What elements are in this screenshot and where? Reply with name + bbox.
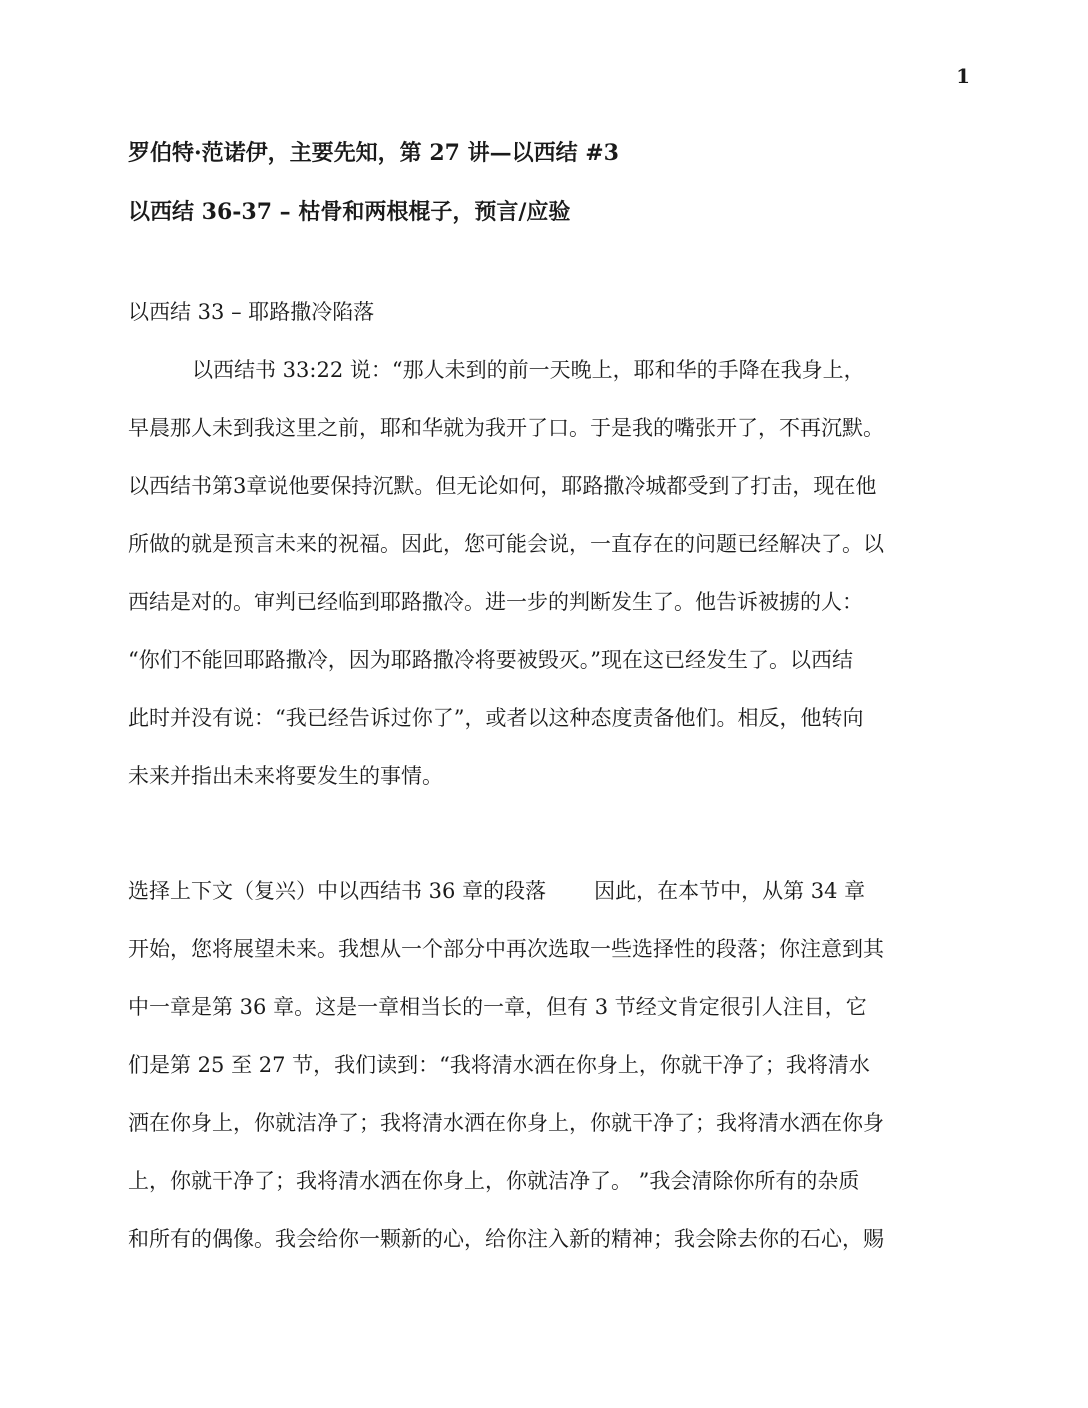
paragraph-line: 中一章是第 36 章。这是一章相当长的一章，但有 3 节经文肯定很引人注目，它 [128, 995, 867, 1019]
paragraph-line: 未来并指出未来将要发生的事情。 [128, 764, 443, 788]
paragraph-line: 开始，您将展望未来。我想从一个部分中再次选取一些选择性的段落；你注意到其 [128, 937, 884, 961]
paragraph-line: 所做的就是预言未来的祝福。因此，您可能会说，一直存在的问题已经解决了。以 [128, 532, 884, 556]
paragraph-line: 和所有的偶像。我会给你一颗新的心，给你注入新的精神；我会除去你的石心，赐 [128, 1227, 884, 1251]
paragraph-line: 们是第 25 至 27 节，我们读到：“我将清水洒在你身上，你就干净了；我将清水 [128, 1053, 870, 1077]
document-title: 罗伯特·范诺伊，主要先知，第 27 讲—以西结 #3 [128, 140, 619, 166]
paragraph-line: “你们不能回耶路撒冷，因为耶路撒冷将要被毁灭。”现在这已经发生了。以西结 [128, 648, 853, 672]
paragraph-line: 洒在你身上，你就洁净了；我将清水洒在你身上，你就干净了；我将清水洒在你身 [128, 1111, 884, 1135]
paragraph-line-start: 因此，在本节中，从第 34 章 [594, 879, 866, 903]
paragraph-line: 西结是对的。审判已经临到耶路撒冷。进一步的判断发生了。他告诉被掳的人： [128, 590, 863, 614]
paragraph-line: 早晨那人未到我这里之前，耶和华就为我开了口。于是我的嘴张开了，不再沉默。 [128, 416, 884, 440]
paragraph-line: 此时并没有说：“我已经告诉过你了”，或者以这种态度责备他们。相反，他转向 [128, 706, 864, 730]
section-2-paragraph [128, 862, 968, 1268]
page-number: 1 [956, 64, 970, 88]
section-heading-ezekiel-36: 选择上下文（复兴）中以西结书 36 章的段落 [128, 879, 547, 903]
paragraph-line: 上，你就干净了；我将清水洒在你身上，你就洁净了。 ”我会清除你所有的杂质 [128, 1169, 860, 1193]
section-heading-ezekiel-33: 以西结 33 – 耶路撒冷陷落 [128, 300, 375, 324]
section-1-paragraph [128, 341, 968, 805]
paragraph-line: 以西结书 33:22 说：“那人未到的前一天晚上，耶和华的手降在我身上， [192, 358, 865, 382]
paragraph-line: 以西结书第3章说他要保持沉默。但无论如何，耶路撒冷城都受到了打击，现在他 [128, 474, 877, 498]
paragraph-first-line [128, 862, 968, 920]
document-subtitle: 以西结 36-37 – 枯骨和两根棍子，预言/应验 [128, 199, 571, 225]
